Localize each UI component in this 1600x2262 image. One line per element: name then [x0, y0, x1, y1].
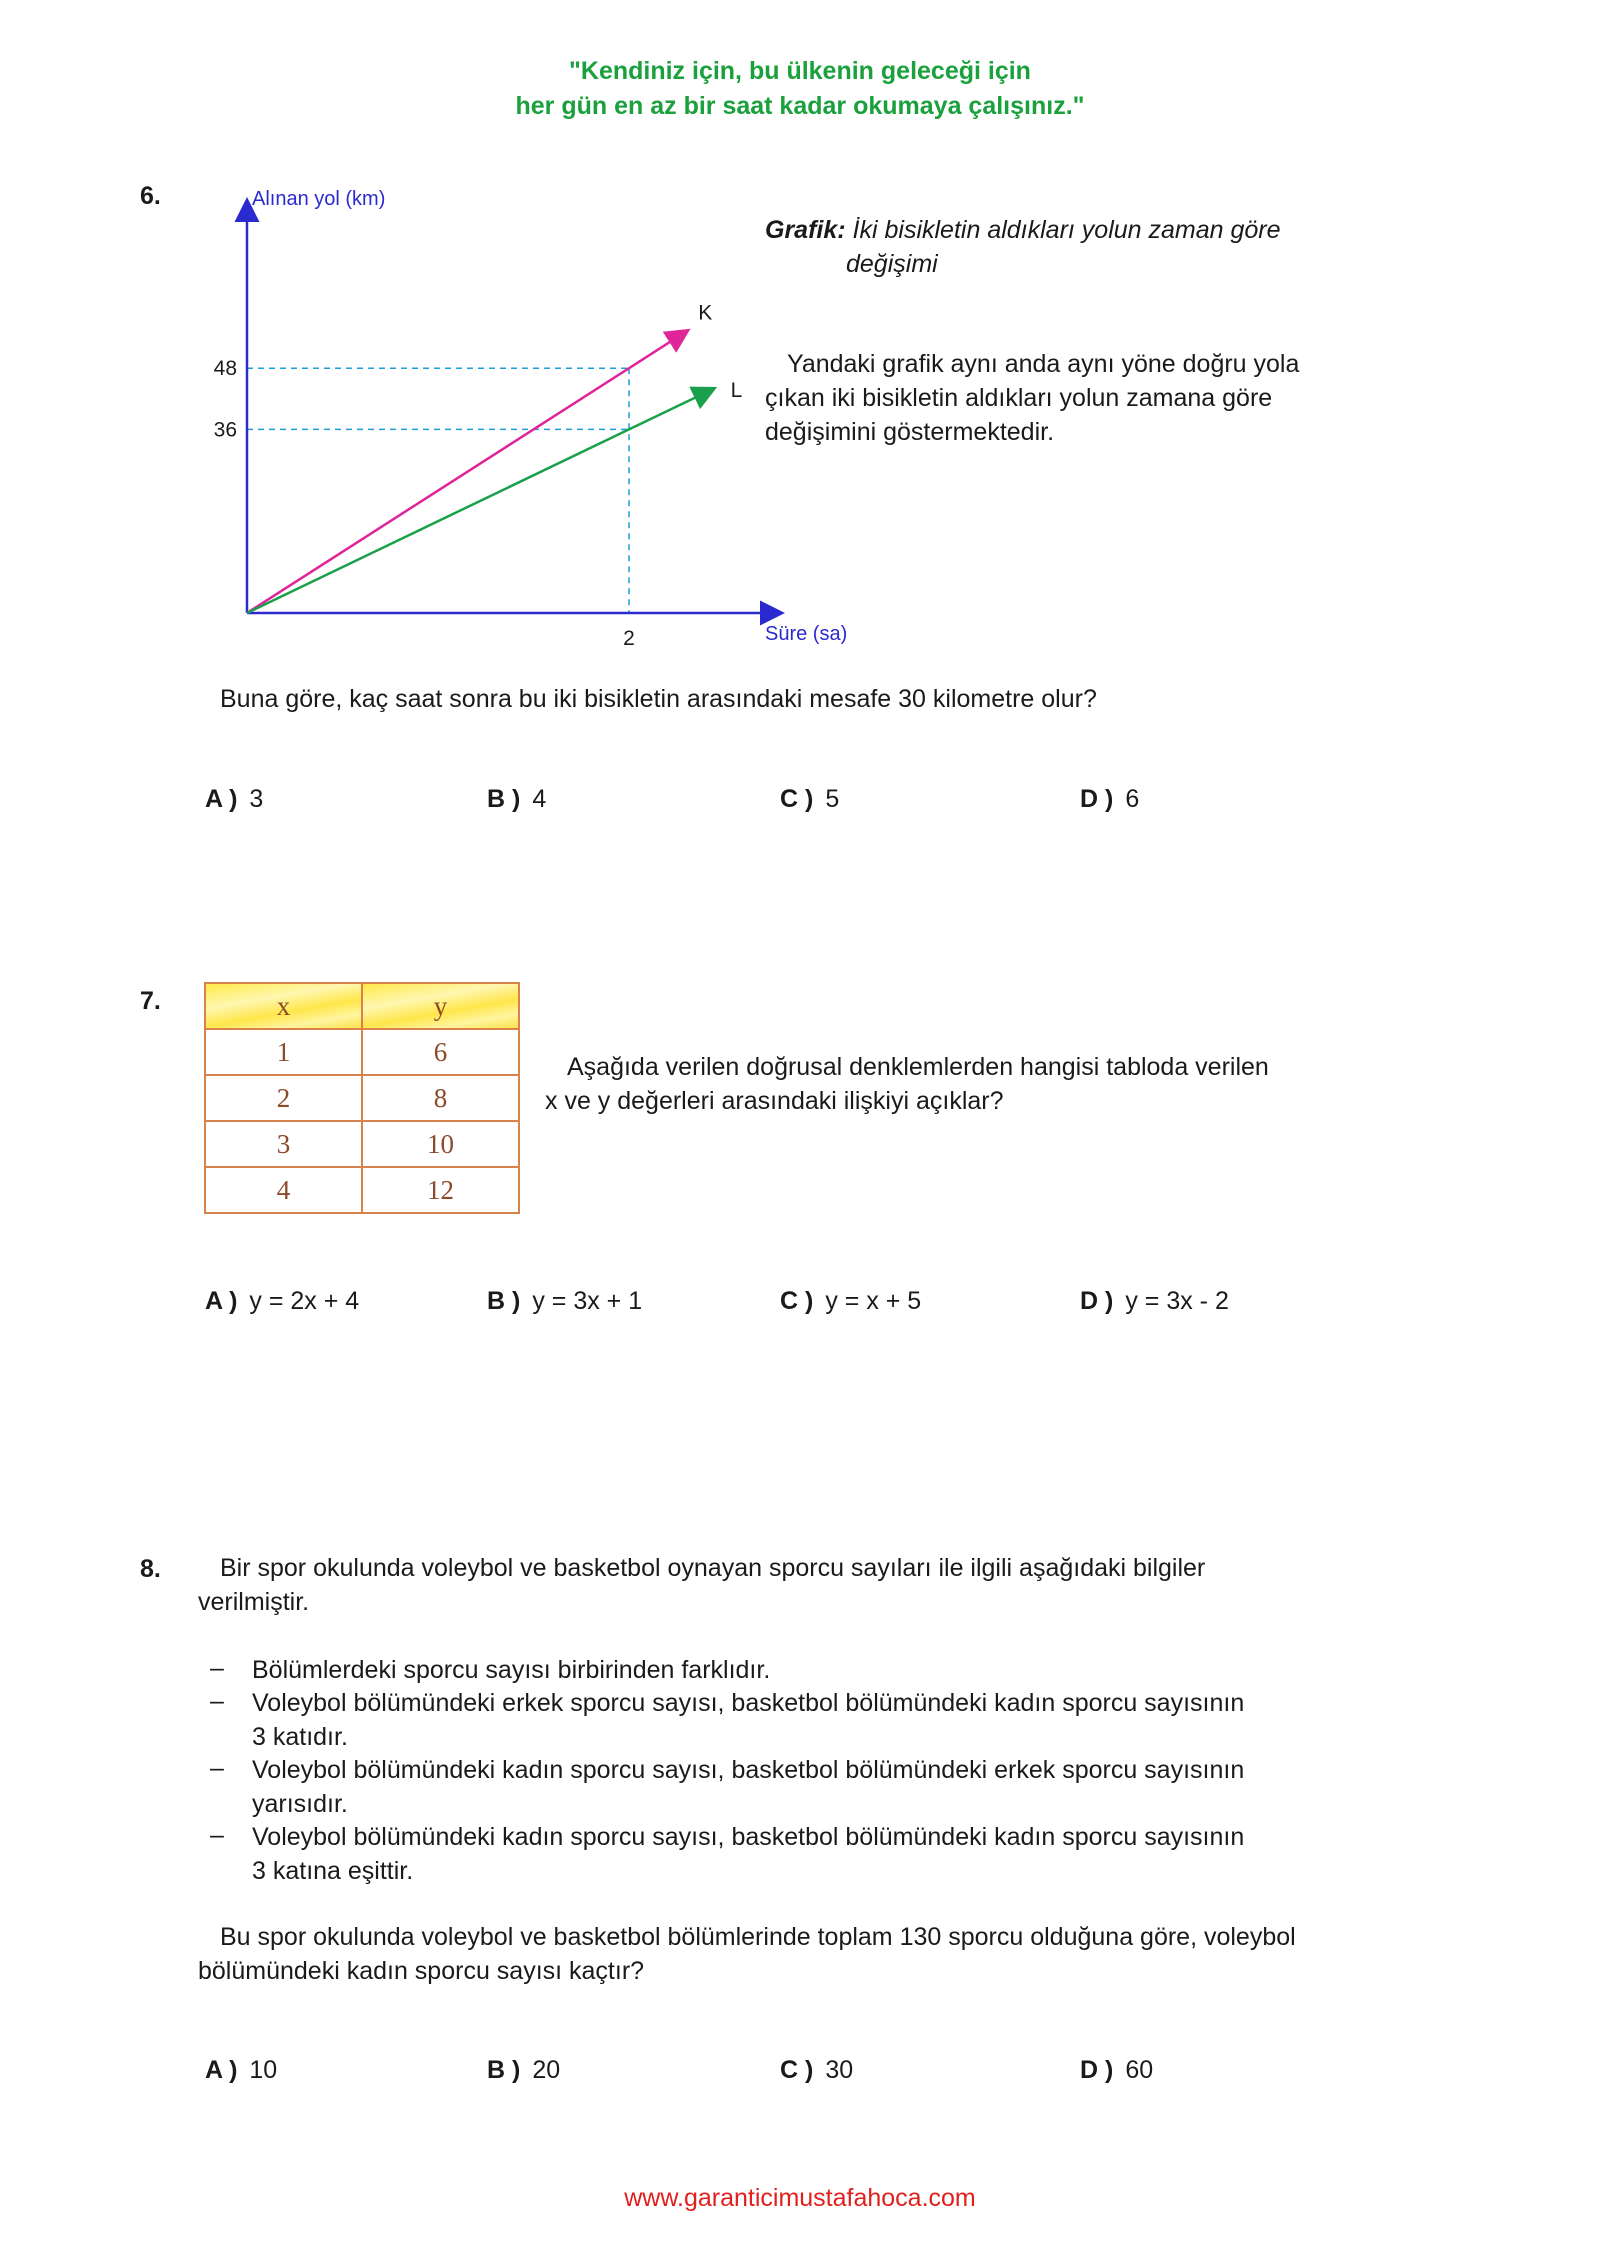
q6-option-b[interactable]: B ) 4 — [487, 785, 547, 813]
question-7-number: 7. — [140, 987, 161, 1015]
q7-option-a[interactable]: A ) y = 2x + 4 — [205, 1287, 360, 1315]
chart-caption-line-1: İki bisikletin aldıkları yolun zaman göre — [852, 216, 1281, 244]
q8-bullet-4-line-2: 3 katına eşittir. — [252, 1857, 414, 1885]
table-header-x: x — [205, 983, 362, 1029]
table-cell: 6 — [362, 1029, 519, 1075]
y-tick-label: 48 — [213, 357, 237, 381]
y-tick-label: 36 — [213, 418, 237, 442]
xy-table — [204, 982, 520, 1214]
q8-option-c[interactable]: C ) 30 — [780, 2056, 854, 2084]
series-line-k — [247, 331, 686, 613]
q8-bullet-3-line-2: yarısıdır. — [252, 1790, 348, 1818]
table-header-y: y — [362, 983, 519, 1029]
q6-option-a[interactable]: A ) 3 — [205, 785, 264, 813]
chart-caption-label: Grafik: — [765, 216, 846, 244]
table-cell: 1 — [205, 1029, 362, 1075]
series-line-l — [247, 389, 713, 613]
q8-option-a[interactable]: A ) 10 — [205, 2056, 278, 2084]
q6-desc-line-2: çıkan iki bisikletin aldıkları yolun zamana göre — [765, 384, 1273, 412]
q8-bullet-3-line-1: Voleybol bölümündeki kadın sporcu sayısı, basketbol bölümündeki erkek sporcu sayısının — [252, 1756, 1245, 1784]
q8-option-b[interactable]: B ) 20 — [487, 2056, 561, 2084]
q8-option-d[interactable]: D ) 60 — [1080, 2056, 1154, 2084]
q8-bullet-1-line-1: Bölümlerdeki sporcu sayısı birbirinden farklıdır. — [252, 1656, 771, 1684]
table-row — [205, 1075, 519, 1121]
q8-bullet-2-line-1: Voleybol bölümündeki erkek sporcu sayısı, basketbol bölümündeki kadın sporcu sayısının — [252, 1689, 1245, 1717]
question-6-number: 6. — [140, 182, 161, 210]
table-cell: 3 — [205, 1121, 362, 1167]
x-tick-label: 2 — [623, 627, 635, 650]
bullet-dash: – — [210, 1821, 224, 1849]
bullet-dash: – — [210, 1687, 224, 1715]
x-axis-label: Süre (sa) — [765, 623, 848, 645]
chart-caption — [765, 213, 1281, 247]
q6-option-c[interactable]: C ) 5 — [780, 785, 840, 813]
table-cell: 4 — [205, 1167, 362, 1213]
q7-option-d[interactable]: D ) y = 3x - 2 — [1080, 1287, 1229, 1315]
q6-question: Buna göre, kaç saat sonra bu iki bisikletin arasındaki mesafe 30 kilometre olur? — [220, 685, 1097, 713]
q8-question-line-1: Bu spor okulunda voleybol ve basketbol bölümlerinde toplam 130 sporcu olduğuna göre, voleybol — [220, 1923, 1296, 1951]
table-cell: 10 — [362, 1121, 519, 1167]
q8-bullet-4-line-1: Voleybol bölümündeki kadın sporcu sayısı, basketbol bölümündeki kadın sporcu sayısının — [252, 1823, 1245, 1851]
q6-option-d[interactable]: D ) 6 — [1080, 785, 1140, 813]
q6-desc-line-1: Yandaki grafik aynı anda aynı yöne doğru yola — [787, 350, 1300, 378]
q7-question-line-2: x ve y değerleri arasındaki ilişkiyi açıklar? — [545, 1087, 1004, 1115]
y-axis-label: Alınan yol (km) — [252, 188, 386, 210]
q8-intro-line-2: verilmiştir. — [198, 1588, 310, 1616]
table-header-row — [205, 983, 519, 1029]
table-cell: 12 — [362, 1167, 519, 1213]
chart-caption-line-2: değişimi — [846, 250, 938, 278]
table-row — [205, 1121, 519, 1167]
q7-option-b[interactable]: B ) y = 3x + 1 — [487, 1287, 643, 1315]
motto-line-2: her gün en az bir saat kadar okumaya çalışınız." — [515, 92, 1085, 120]
series-label-k: K — [698, 301, 713, 325]
footer-url[interactable]: www.garanticimustafahoca.com — [624, 2184, 976, 2212]
table-row — [205, 1029, 519, 1075]
q8-intro-line-1: Bir spor okulunda voleybol ve basketbol oynayan sporcu sayıları ile ilgili aşağıdaki bilgiler — [220, 1554, 1206, 1582]
table-cell: 2 — [205, 1075, 362, 1121]
bullet-dash: – — [210, 1654, 224, 1682]
series-label-l: L — [730, 379, 743, 403]
q8-question-line-2: bölümündeki kadın sporcu sayısı kaçtır? — [198, 1957, 645, 1985]
motto-line-1: "Kendiniz için, bu ülkenin geleceği için — [569, 57, 1031, 85]
q8-bullet-2-line-2: 3 katıdır. — [252, 1723, 348, 1751]
q6-desc-line-3: değişimini göstermektedir. — [765, 418, 1055, 446]
bullet-dash: – — [210, 1754, 224, 1782]
q7-option-c[interactable]: C ) y = x + 5 — [780, 1287, 922, 1315]
q7-question-line-1: Aşağıda verilen doğrusal denklemlerden hangisi tabloda verilen — [567, 1053, 1269, 1081]
question-8-number: 8. — [140, 1555, 161, 1583]
table-cell: 8 — [362, 1075, 519, 1121]
table-row — [205, 1167, 519, 1213]
